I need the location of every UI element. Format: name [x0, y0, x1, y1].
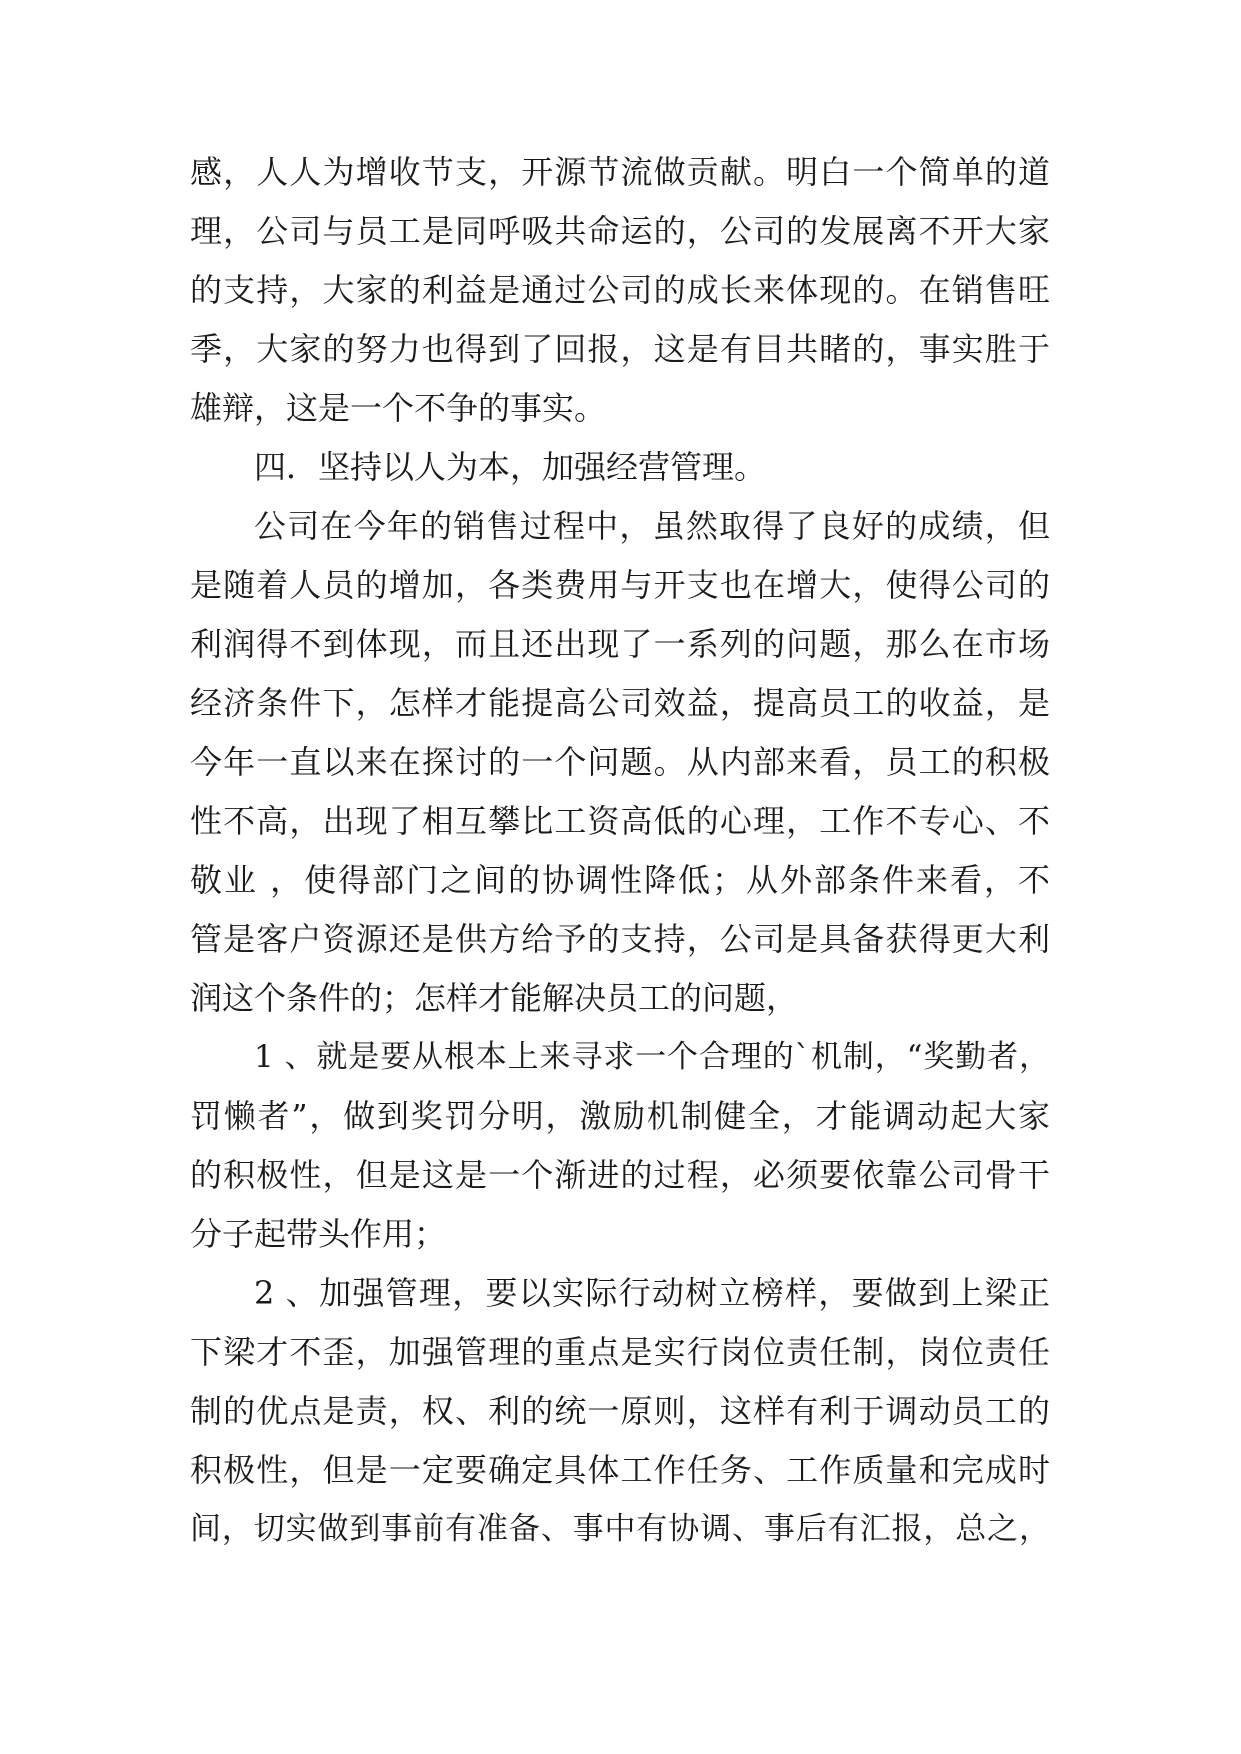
text-line: 制的优点是责，权、利的统一原则，这样有利于调动员工的 [190, 1392, 1050, 1430]
text-line: 下梁才不歪，加强管理的重点是实行岗位责任制，岗位责任 [190, 1333, 1050, 1371]
text-line: 利润得不到体现，而且还出现了一系列的问题，那么在市场 [190, 625, 1050, 663]
list-item-1: 1 、就是要从根本上来寻求一个合理的`机制，“奖勤者， [254, 1039, 1050, 1075]
text-line: 雄辩，这是一个不争的事实。 [190, 389, 607, 427]
text-line: 的支持，大家的利益是通过公司的成长来体现的。在销售旺 [190, 271, 1050, 309]
text-line: 季，大家的努力也得到了回报，这是有目共睹的，事实胜于 [190, 330, 1050, 368]
text-line: 感，人人为增收节支，开源节流做贡献。明白一个简单的道 [190, 153, 1050, 191]
text-line: 罚懒者”，做到奖罚分明，激励机制健全，才能调动起大家 [190, 1097, 1050, 1135]
text-line: 公司在今年的销售过程中，虽然取得了良好的成绩，但 [254, 507, 1050, 545]
text-line: 的积极性，但是这是一个渐进的过程，必须要依靠公司骨干 [190, 1156, 1050, 1194]
text-line: 理，公司与员工是同呼吸共命运的，公司的发展离不开大家 [190, 212, 1050, 250]
text-line: 管是客户资源还是供方给予的支持，公司是具备获得更大利 [190, 920, 1050, 958]
text-line: 润这个条件的；怎样才能解决员工的问题， [190, 979, 799, 1017]
text-line: 今年一直以来在探讨的一个问题。从内部来看，员工的积极 [190, 743, 1050, 781]
text-line: 是随着人员的增加，各类费用与开支也在增大，使得公司的 [190, 566, 1050, 604]
text-line: 性不高，出现了相互攀比工资高低的心理，工作不专心、不 [190, 802, 1050, 840]
text-line: 积极性，但是一定要确定具体工作任务、工作质量和完成时 [190, 1451, 1050, 1489]
list-item-2: 2 、加强管理，要以实际行动树立榜样，要做到上梁正 [254, 1274, 1050, 1312]
text-line: 敬业 ，使得部门之间的协调性降低；从外部条件来看，不 [190, 861, 1050, 899]
text-line: 经济条件下，怎样才能提高公司效益，提高员工的收益，是 [190, 684, 1050, 722]
text-line: 分子起带头作用； [190, 1215, 447, 1253]
text-line: 间，切实做到事前有准备、事中有协调、事后有汇报，总之， [190, 1511, 1050, 1547]
section-heading: 四．坚持以人为本，加强经营管理。 [254, 448, 767, 486]
